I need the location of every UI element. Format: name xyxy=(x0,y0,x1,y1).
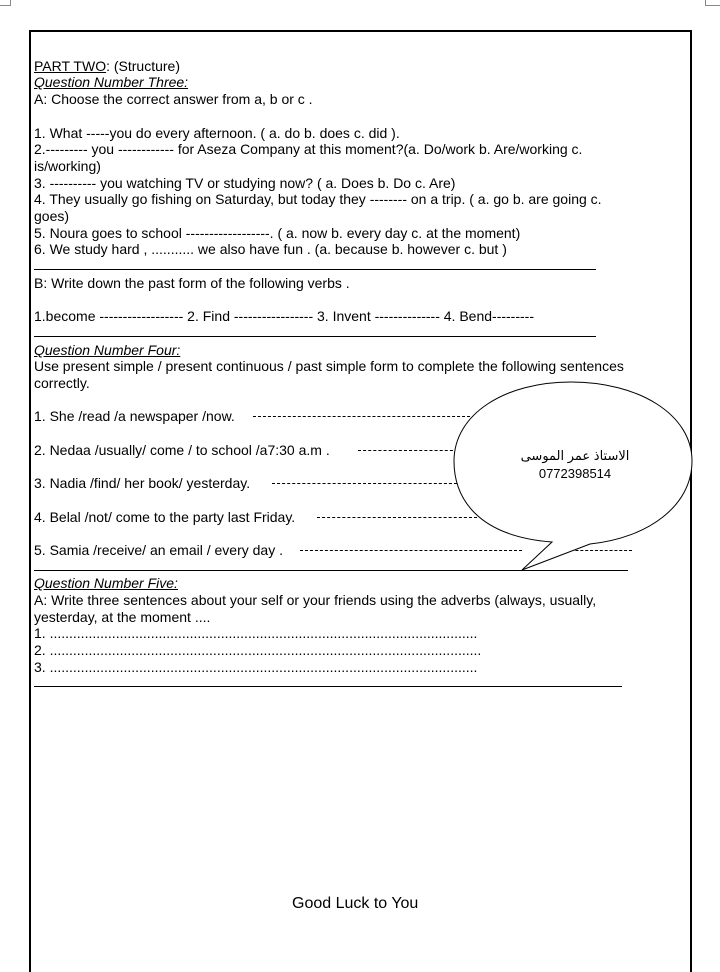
q3-a-instruction: A: Choose the correct answer from a, b or c . xyxy=(34,91,313,107)
q4-item-3: 3. Nadia /find/ her book/ yesterday. xyxy=(34,475,251,491)
answer-blank xyxy=(358,450,458,451)
q4-title: Question Number Four: xyxy=(34,342,181,358)
q4-item-5: 5. Samia /receive/ an email / every day . xyxy=(34,542,283,558)
q5-instruction-line-2: yesterday, at the moment .... xyxy=(34,609,211,625)
divider-line xyxy=(34,570,628,571)
crop-mark-top-right xyxy=(705,0,720,6)
bubble-teacher-name: الاستاذ عمر الموسى xyxy=(520,448,630,463)
divider-line xyxy=(34,269,596,270)
q5-instruction-line-1: A: Write three sentences about your self or your friends using the adverbs (always, usually, xyxy=(34,592,597,608)
q3-item-2: 2.--------- you ------------ for Aseza Company at this moment?(a. Do/work b. Are/working c. xyxy=(34,141,583,157)
q3-item-4: 4. They usually go fishing on Saturday, but today they -------- on a trip. ( a. go b. are going c. xyxy=(34,191,602,207)
q3-item-4-cont: goes) xyxy=(34,208,70,224)
divider-line xyxy=(34,336,596,337)
q3-b-instruction: B: Write down the past form of the following verbs . xyxy=(34,275,350,291)
q3-item-6: 6. We study hard , ........... we also have fun . (a. because b. however c. but ) xyxy=(34,241,507,257)
q3-item-1: 1. What -----you do every afternoon. ( a. do b. does c. did ). xyxy=(34,125,400,141)
q4-instruction-line-1: Use present simple / present continuous / past simple form to complete the following sentences xyxy=(34,358,624,374)
q3-item-5: 5. Noura goes to school ------------------. ( a. now b. every day c. at the moment) xyxy=(34,225,521,241)
part-two-heading xyxy=(34,58,180,74)
q5-title: Question Number Five: xyxy=(34,575,178,591)
q3-item-2-cont: is/working) xyxy=(34,158,101,174)
q4-item-4: 4. Belal /not/ come to the party last Friday. xyxy=(34,509,296,525)
q3-verbs-line: 1.become ------------------ 2. Find ----------------- 3. Invent -------------- 4. Bend--------- xyxy=(34,308,534,324)
q4-instruction-line-2: correctly. xyxy=(34,375,90,391)
q4-item-2: 2. Nedaa /usually/ come / to school /a7:30 a.m . xyxy=(34,442,330,458)
q5-line-1: 1. .............................................................................................................. xyxy=(34,625,478,641)
q5-line-3: 3. .............................................................................................................. xyxy=(34,659,478,675)
q3-title: Question Number Three: xyxy=(34,74,189,90)
part-two-label: PART TWO xyxy=(34,58,107,74)
bubble-phone: 0772398514 xyxy=(538,466,612,481)
divider-line xyxy=(34,686,622,687)
answer-blank xyxy=(253,416,475,417)
part-two-suffix: : (Structure) xyxy=(106,58,180,74)
crop-mark-top-left xyxy=(0,0,11,6)
q5-line-2: 2. ............................................................................................................... xyxy=(34,642,482,658)
footer-good-luck: Good Luck to You xyxy=(292,895,419,912)
q4-item-1: 1. She /read /a newspaper /now. xyxy=(34,408,235,424)
answer-blank xyxy=(272,483,457,484)
q3-item-3: 3. ---------- you watching TV or studying now? ( a. Does b. Do c. Are) xyxy=(34,175,456,191)
